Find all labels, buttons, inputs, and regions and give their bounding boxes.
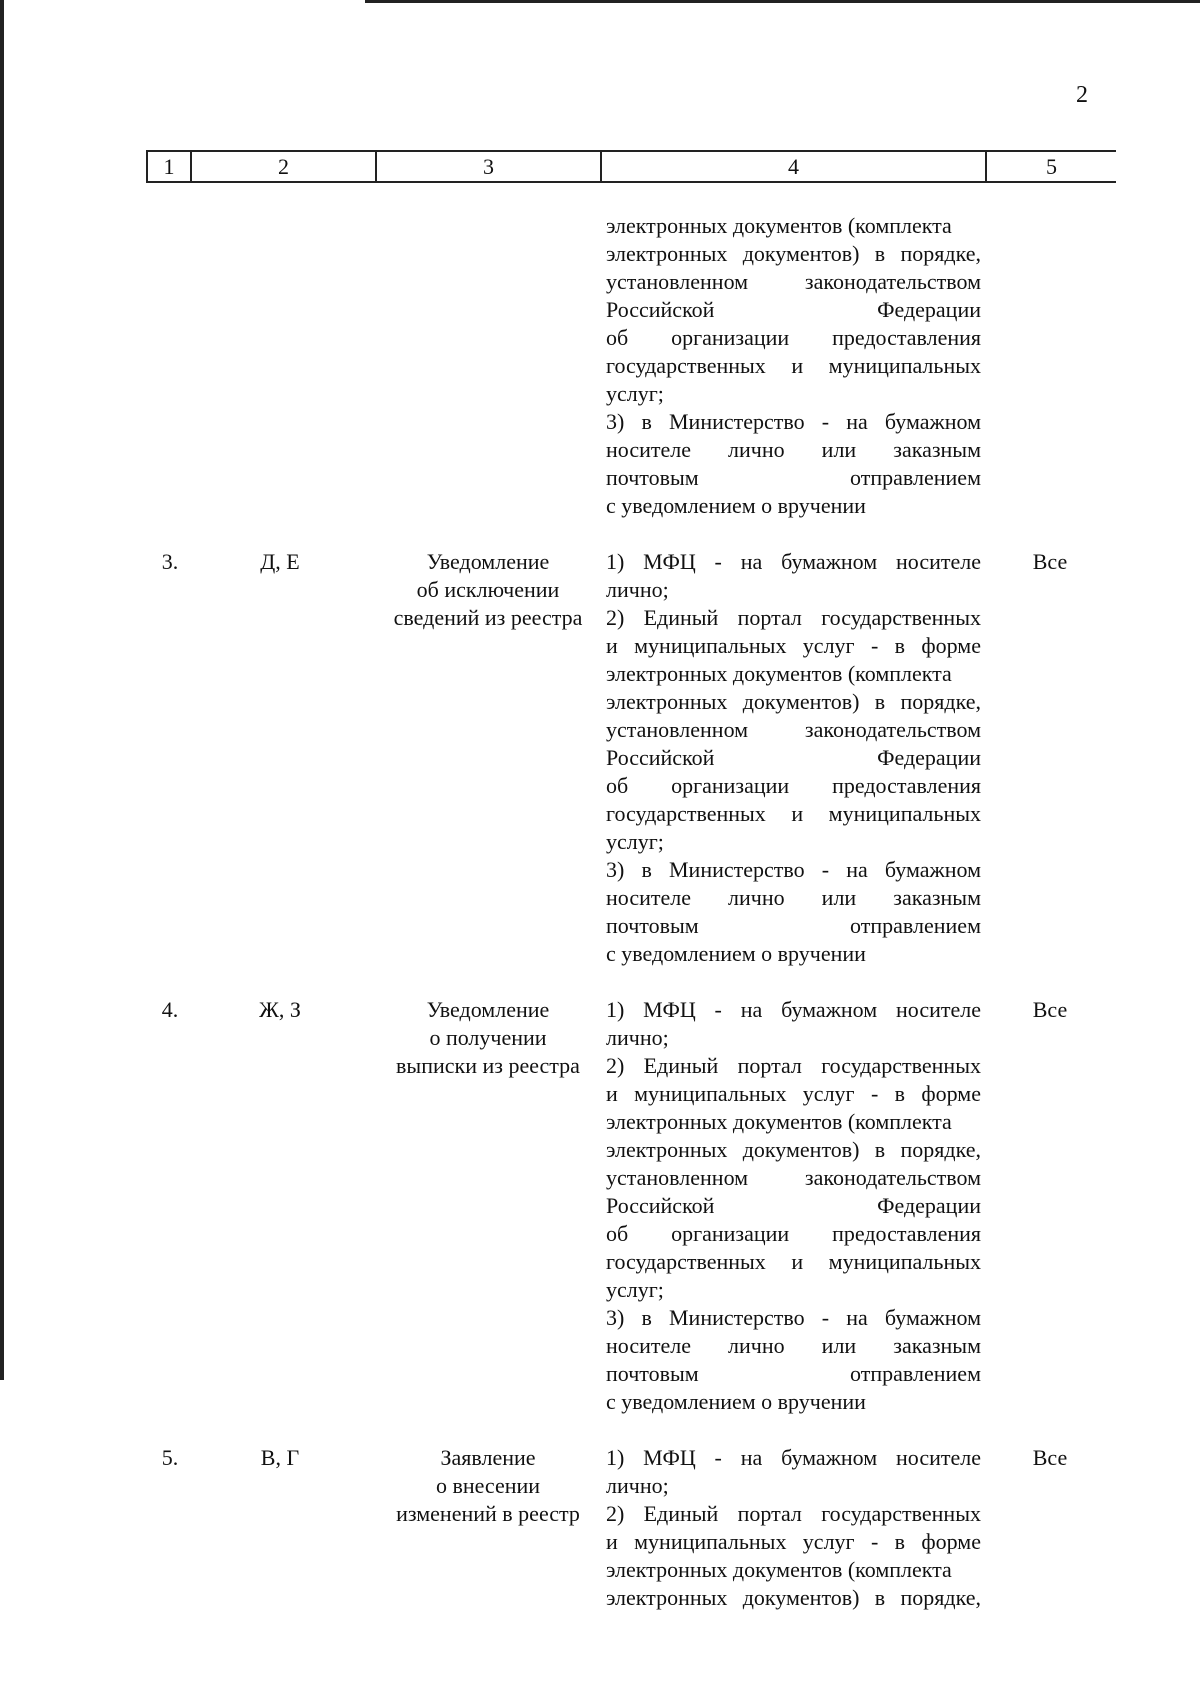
method-line: 2) Единый портал государственных [606, 605, 981, 630]
method-line: 2) Единый портал государственных [606, 1053, 981, 1078]
method-line: об организации предоставления [606, 773, 981, 798]
method-line: с уведомлением о вручении [606, 493, 866, 518]
method-line: почтовым отправлением [606, 465, 981, 490]
row-5-methods [606, 1444, 981, 1612]
method-line: электронных документов (комплекта [606, 661, 952, 686]
row-5-document [378, 1444, 598, 1528]
scan-edge-top [365, 0, 1200, 3]
header-col-3: 3 [483, 154, 494, 179]
method-line: 3) в Министерство - на бумажном [606, 857, 981, 882]
document-line: сведений из реестра [393, 605, 583, 630]
method-line: государственных и муниципальных [606, 353, 981, 378]
method-line: 1) МФЦ - на бумажном носителе [606, 997, 981, 1022]
row-3-codes: Д, Е [260, 549, 300, 574]
scan-edge-left [0, 0, 4, 1380]
method-line: государственных и муниципальных [606, 1249, 981, 1274]
method-line: об организации предоставления [606, 1221, 981, 1246]
method-line: лично; [606, 1025, 669, 1050]
method-line: электронных документов) в порядке, [606, 241, 981, 266]
row-4-methods [606, 996, 981, 1416]
row-5-codes: В, Г [260, 1445, 300, 1470]
method-line: государственных и муниципальных [606, 801, 981, 826]
method-line: и муниципальных услуг - в форме [606, 1529, 981, 1554]
continuation-methods [606, 212, 981, 520]
row-3-number: 3. [161, 549, 179, 574]
method-line: 2) Единый портал государственных [606, 1501, 981, 1526]
method-line: с уведомлением о вручении [606, 1389, 866, 1414]
row-3-scope: Все [1032, 549, 1068, 574]
row-4-number: 4. [161, 997, 179, 1022]
header-col-2: 2 [278, 154, 289, 179]
method-line: и муниципальных услуг - в форме [606, 633, 981, 658]
method-line: услуг; [606, 1277, 664, 1302]
method-line: электронных документов) в порядке, [606, 1585, 981, 1610]
method-line: 3) в Министерство - на бумажном [606, 1305, 981, 1330]
row-3-document [378, 548, 598, 632]
method-line: с уведомлением о вручении [606, 941, 866, 966]
method-line: установленном законодательством [606, 269, 981, 294]
document-line: изменений в реестр [396, 1501, 580, 1526]
method-line: 1) МФЦ - на бумажном носителе [606, 549, 981, 574]
row-5-number: 5. [161, 1445, 179, 1470]
method-line: установленном законодательством [606, 1165, 981, 1190]
row-4-document [378, 996, 598, 1080]
method-line: электронных документов) в порядке, [606, 689, 981, 714]
document-line: об исключении [416, 577, 560, 602]
method-line: почтовым отправлением [606, 1361, 981, 1386]
row-3-methods [606, 548, 981, 968]
method-line: почтовым отправлением [606, 913, 981, 938]
method-line: лично; [606, 577, 669, 602]
method-line: 3) в Министерство - на бумажном [606, 409, 981, 434]
method-line: носителе лично или заказным [606, 1333, 981, 1358]
method-line: установленном законодательством [606, 717, 981, 742]
method-line: электронных документов) в порядке, [606, 1137, 981, 1162]
row-4-codes: Ж, З [259, 997, 301, 1022]
document-line: Уведомление [426, 997, 550, 1022]
document-line: Заявление [440, 1445, 536, 1470]
method-line: носителе лично или заказным [606, 885, 981, 910]
method-line: Российской Федерации [606, 1193, 981, 1218]
method-line: Российской Федерации [606, 745, 981, 770]
method-line: Российской Федерации [606, 297, 981, 322]
row-4-scope: Все [1032, 997, 1068, 1022]
header-col-5: 5 [1046, 154, 1057, 179]
method-line: электронных документов (комплекта [606, 1109, 952, 1134]
method-line: об организации предоставления [606, 325, 981, 350]
method-line: услуг; [606, 829, 664, 854]
method-line: и муниципальных услуг - в форме [606, 1081, 981, 1106]
method-line: электронных документов (комплекта [606, 1557, 952, 1582]
method-line: услуг; [606, 381, 664, 406]
method-line: лично; [606, 1473, 669, 1498]
row-5-scope: Все [1032, 1445, 1068, 1470]
document-line: Уведомление [426, 549, 550, 574]
header-col-1: 1 [163, 154, 175, 179]
page-number: 2 [1076, 82, 1088, 108]
document-line: о получении [429, 1025, 547, 1050]
method-line: электронных документов (комплекта [606, 213, 952, 238]
document-line: о внесении [435, 1473, 541, 1498]
header-col-4: 4 [788, 154, 799, 179]
document-line: выписки из реестра [396, 1053, 580, 1078]
table-header-bottom-rule [146, 181, 1116, 183]
method-line: 1) МФЦ - на бумажном носителе [606, 1445, 981, 1470]
method-line: носителе лично или заказным [606, 437, 981, 462]
